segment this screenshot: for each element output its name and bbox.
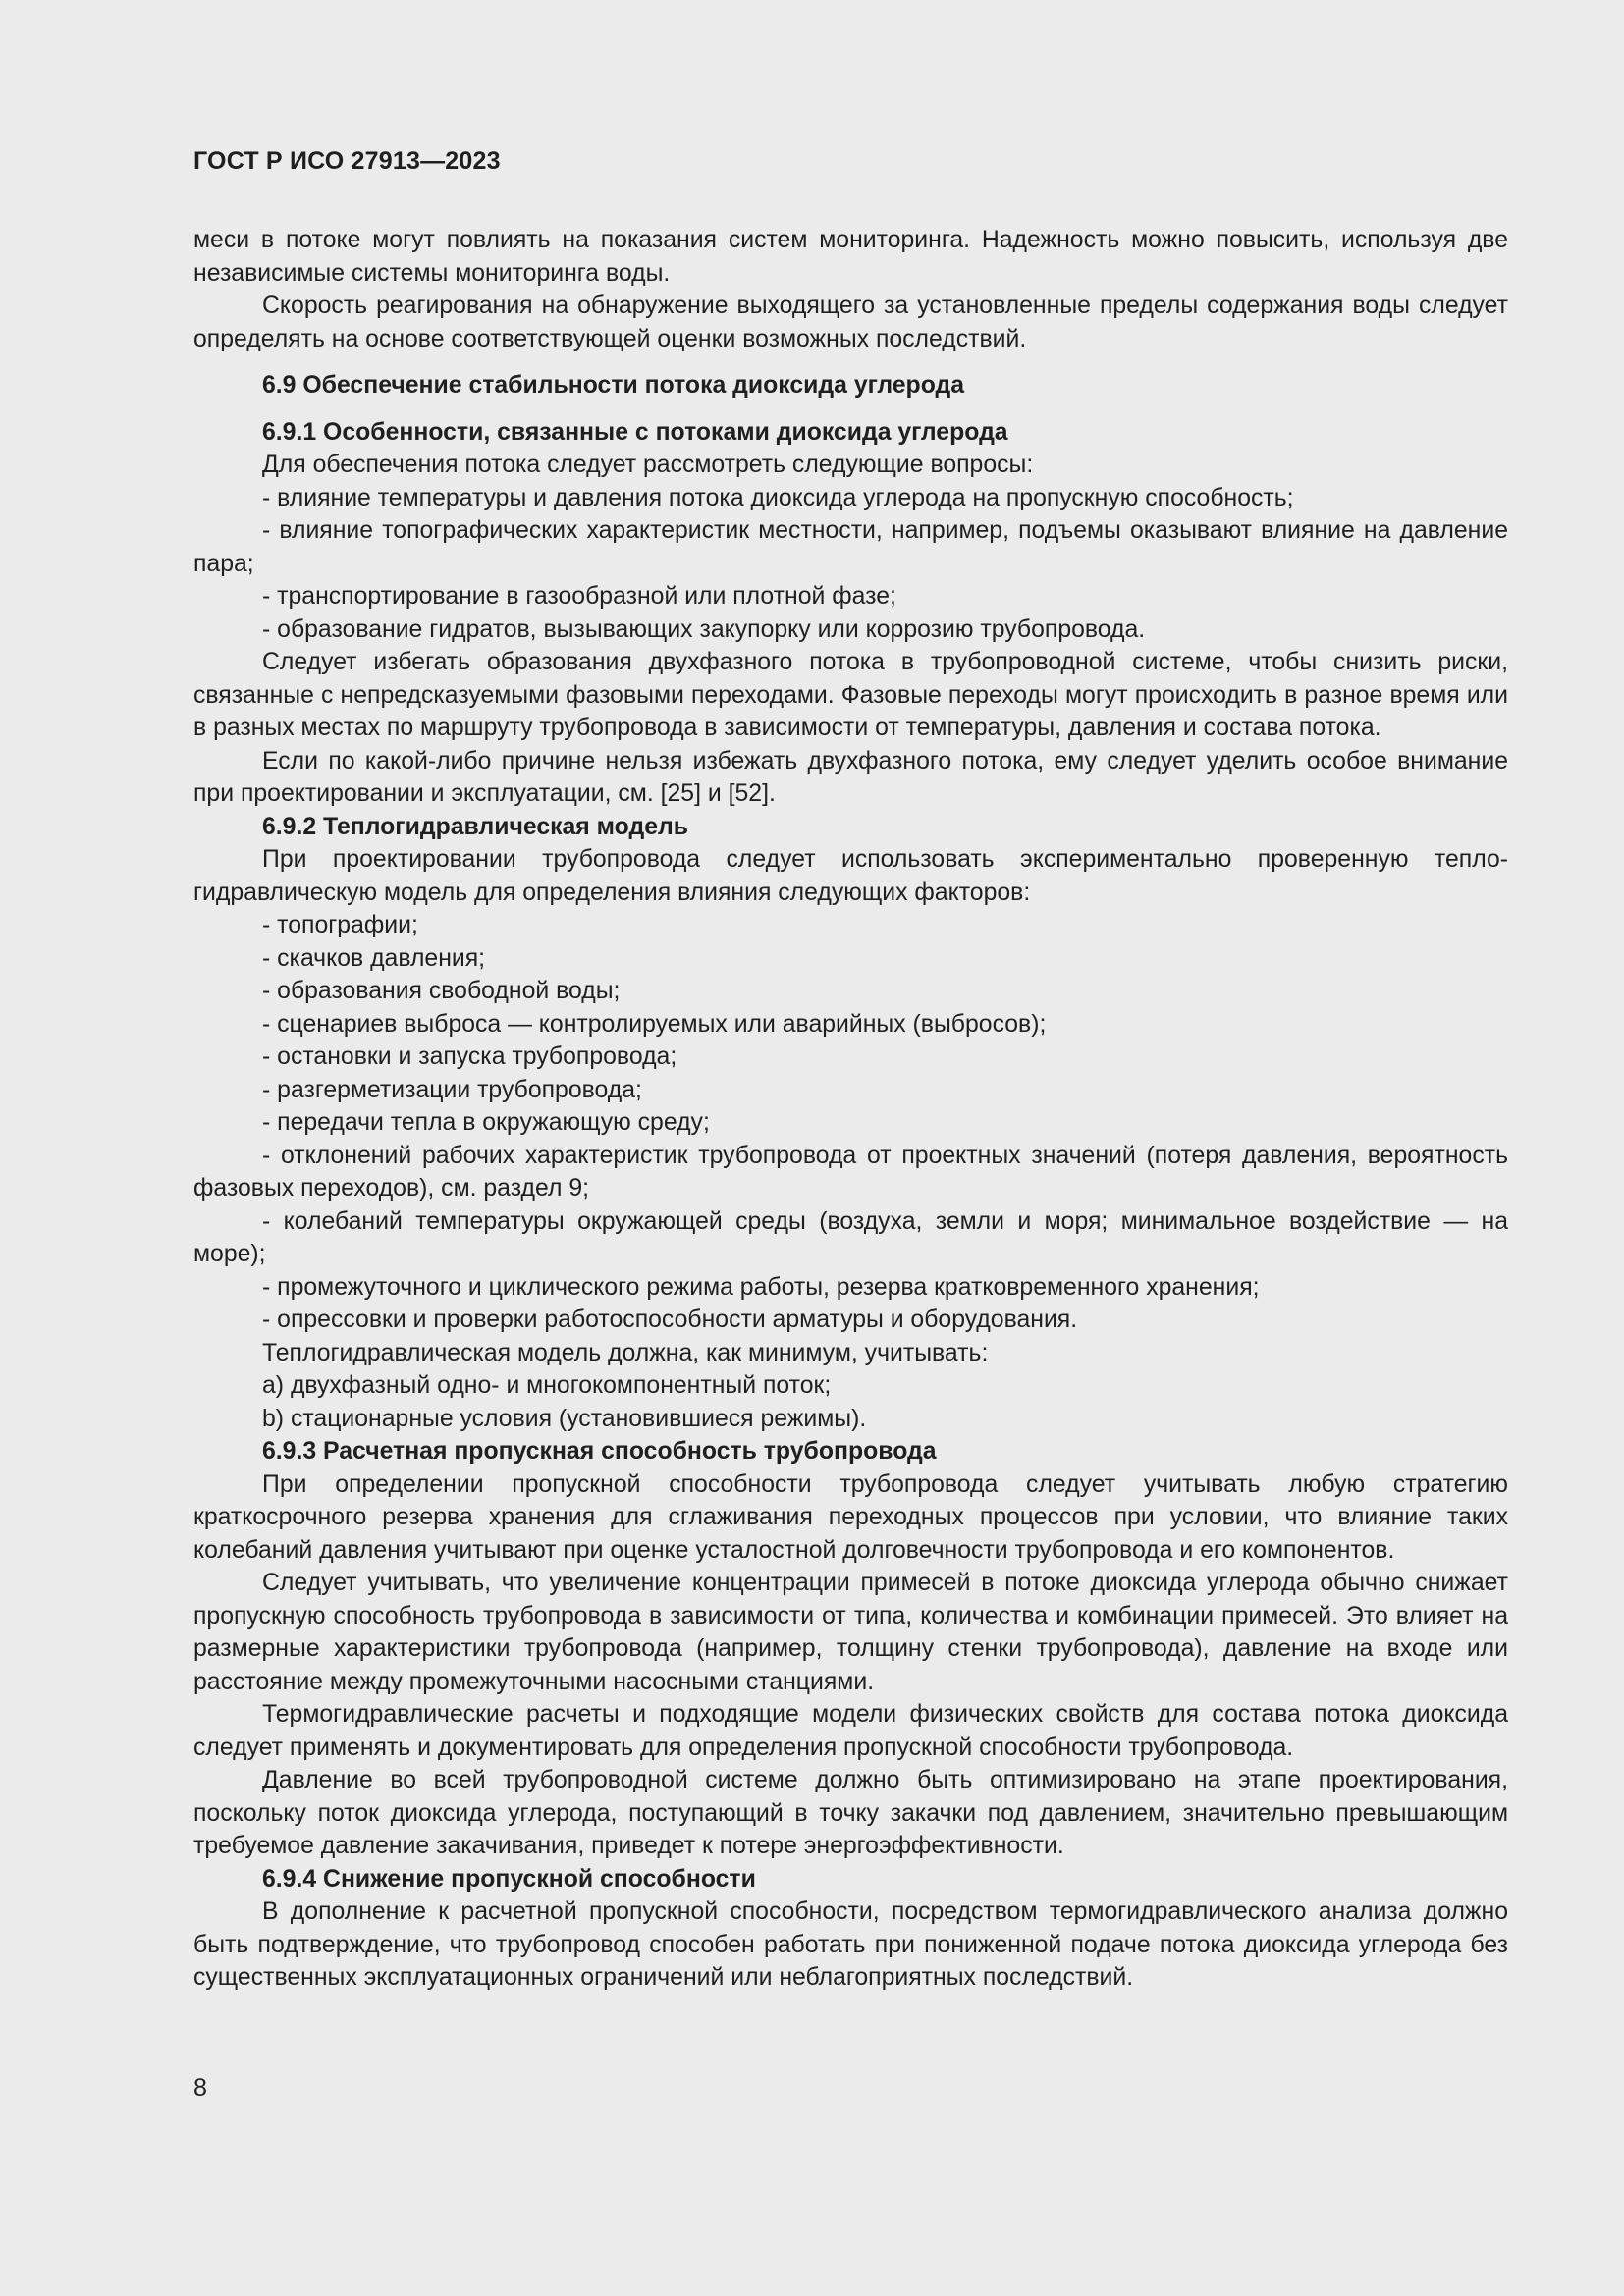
page-number: 8 (193, 2074, 207, 2102)
paragraph: В дополнение к расчетной пропускной способности, посредством термогидравлического анализа должно быть подтверждение, что трубопровод способен работать при пониженной подаче потока диоксида углерода без существенных эксплуатационных ограничений или неблагоприятных последствий. (193, 1898, 1508, 1991)
list-item: - транспортирование в газообразной или плотной фазе; (262, 583, 896, 610)
document-body (193, 224, 1508, 1995)
paragraph: меси в потоке могут повлиять на показания систем мониторинга. Надежность можно повысить, используя две независимые системы мониторинга воды. (193, 227, 1508, 287)
paragraph: Теплогидравлическая модель должна, как минимум, учитывать: (262, 1339, 989, 1366)
paragraph: Скорость реагирования на обнаружение выходящего за установленные пределы содержания воды следует определять на основе соответствующей оценки возможных последствий. (193, 293, 1508, 352)
list-item: - сценариев выброса — контролируемых или аварийных (выбросов); (262, 1010, 1047, 1038)
list-item: - колебаний температуры окружающей среды (воздуха, земли и моря; минимальное воздействие — на море); (193, 1207, 1508, 1267)
subsection-heading-6-9-4: 6.9.4 Снижение пропускной способности (262, 1865, 756, 1893)
paragraph: Следует учитывать, что увеличение концентрации примесей в потоке диоксида углерода обычно снижает пропускную способность трубопровода в зависимости от типа, количества и комбинации примесей. Это влияет на размерные характеристики трубопровода (например, толщину стенки трубопровода), давление на входе или расстояние между промежуточными насосными станциями. (193, 1570, 1508, 1695)
list-item: - влияние температуры и давления потока диоксида углерода на пропускную способность; (262, 484, 1294, 511)
section-heading-6-9: 6.9 Обеспечение стабильности потока диоксида углерода (262, 372, 965, 399)
list-item: a) двухфазный одно- и многокомпонентный поток; (262, 1372, 832, 1399)
paragraph: При проектировании трубопровода следует использовать экспериментально проверенную теплогидравлическую модель для определения влияния следующих факторов: (193, 846, 1508, 906)
list-item: - скачков давления; (262, 944, 486, 972)
subsection-heading-6-9-2: 6.9.2 Теплогидравлическая модель (262, 813, 689, 840)
list-item: - передачи тепла в окружающую среду; (262, 1109, 710, 1136)
list-item: - влияние топографических характеристик местности, например, подъемы оказывают влияние на давление пара; (193, 517, 1508, 577)
list-item: - промежуточного и циклического режима работы, резерва кратковременного хранения; (262, 1273, 1260, 1301)
subsection-heading-6-9-3: 6.9.3 Расчетная пропускная способность трубопровода (262, 1438, 937, 1465)
list-item: - образование гидратов, вызывающих закупорку или коррозию трубопровода. (262, 615, 1146, 643)
list-item: - остановки и запуска трубопровода; (262, 1043, 677, 1070)
list-item: b) стационарные условия (установившиеся режимы). (262, 1405, 867, 1432)
paragraph: Для обеспечения потока следует рассмотреть следующие вопросы: (262, 452, 1034, 478)
list-item: - отклонений рабочих характеристик трубопровода от проектных значений (потеря давления, вероятность фазовых переходов), см. раздел 9; (193, 1142, 1508, 1201)
paragraph: Если по какой-либо причине нельзя избежать двухфазного потока, ему следует уделить особое внимание при проектировании и эксплуатации, см. [25] и [52]. (193, 747, 1508, 807)
document-header: ГОСТ Р ИСО 27913—2023 (193, 147, 501, 175)
subsection-heading-6-9-1: 6.9.1 Особенности, связанные с потоками диоксида углерода (262, 418, 1008, 446)
paragraph: При определении пропускной способности трубопровода следует учитывать любую стратегию краткосрочного резерва хранения для сглаживания переходных процессов при условии, что влияние таких колебаний давления учитывают при оценке усталостной долговечности трубопровода и его компонентов. (193, 1470, 1508, 1564)
list-item: - топографии; (262, 912, 418, 938)
list-item: - опрессовки и проверки работоспособности арматуры и оборудования. (262, 1307, 1078, 1333)
list-item: - разгерметизации трубопровода; (262, 1076, 642, 1103)
paragraph: Термогидравлические расчеты и подходящие модели физических свойств для состава потока диоксида следует применять и документировать для определения пропускной способности трубопровода. (193, 1701, 1508, 1761)
paragraph: Следует избегать образования двухфазного потока в трубопроводной системе, чтобы снизить риски, связанные с непредсказуемыми фазовыми переходами. Фазовые переходы могут происходить в разное время или в разных местах по маршруту трубопровода в зависимости от температуры, давления и состава потока. (193, 649, 1508, 741)
paragraph: Давление во всей трубопроводной системе должно быть оптимизировано на этапе проектирования, поскольку поток диоксида углерода, поступающий в точку закачки под давлением, значительно превышающим требуемое давление закачивания, приведет к потере энергоэффективности. (193, 1767, 1508, 1859)
list-item: - образования свободной воды; (262, 978, 621, 1004)
